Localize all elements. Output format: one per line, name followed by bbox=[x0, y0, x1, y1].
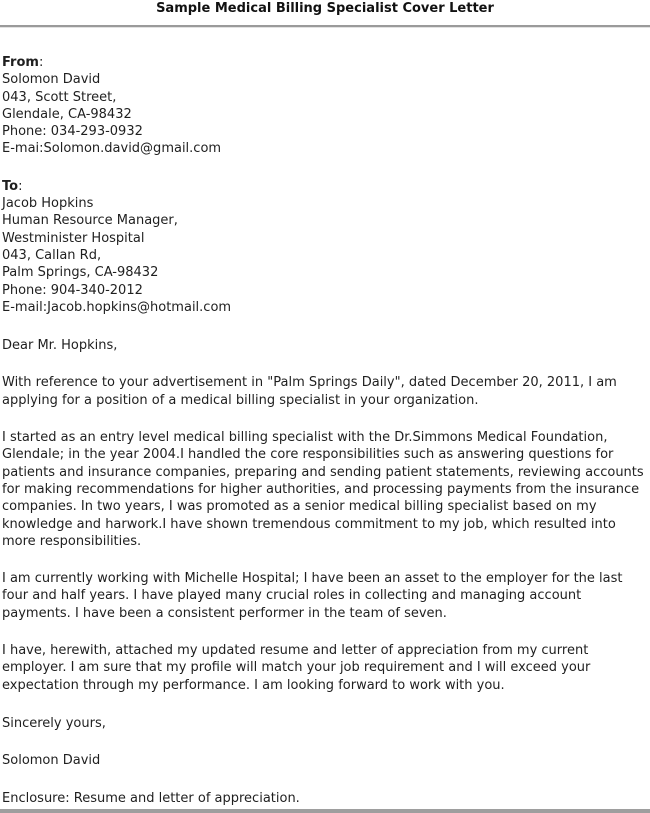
to-label-line bbox=[2, 178, 648, 195]
body-paragraph-3: I am currently working with Michelle Hospital; I have been an asset to the employer for the last four and half years. I have played many crucial roles in collecting and managing account payments. I have been a consistent performer in the team of seven. bbox=[2, 571, 623, 621]
bottom-edge-bar bbox=[0, 809, 650, 813]
signature-name: Solomon David bbox=[2, 753, 101, 769]
to-street: 043, Callan Rd, bbox=[2, 247, 102, 263]
body-paragraph-4: I have, herewith, attached my updated resume and letter of appreciation from my current employer. I am sure that my profile will match your job requirement and I will exceed your expectation through my performance. I am looking forward to work with you. bbox=[2, 643, 591, 693]
from-address-block bbox=[2, 54, 648, 158]
from-email: E-mai:Solomon.david@gmail.com bbox=[2, 141, 222, 157]
to-name: Jacob Hopkins bbox=[2, 196, 94, 212]
from-label-suffix: : bbox=[38, 55, 44, 70]
title-divider bbox=[0, 25, 650, 28]
letter-content bbox=[0, 54, 650, 807]
page-title: Sample Medical Billing Specialist Cover Letter bbox=[156, 1, 494, 16]
body-paragraph-1: With reference to your advertisement in "Palm Springs Daily", dated December 20, 2011, I am applying for a position of a medical billing specialist in your organization. bbox=[2, 375, 617, 408]
to-email: E-mail:Jacob.hopkins@hotmail.com bbox=[2, 299, 232, 315]
from-label-line bbox=[2, 54, 648, 71]
to-address-block bbox=[2, 178, 648, 316]
to-organization: Westminister Hospital bbox=[2, 230, 145, 246]
to-phone: Phone: 904-340-2012 bbox=[2, 282, 143, 298]
from-street: 043, Scott Street, bbox=[2, 89, 117, 105]
from-phone: Phone: 034-293-0932 bbox=[2, 124, 143, 140]
from-name: Solomon David bbox=[2, 72, 101, 88]
to-city: Palm Springs, CA-98432 bbox=[2, 265, 159, 281]
to-label: To bbox=[2, 178, 19, 194]
salutation: Dear Mr. Hopkins, bbox=[2, 338, 118, 354]
enclosure-note: Enclosure: Resume and letter of appreciation. bbox=[2, 790, 300, 806]
to-job-title: Human Resource Manager, bbox=[2, 213, 178, 229]
valediction: Sincerely yours, bbox=[2, 715, 106, 731]
to-label-suffix: : bbox=[18, 178, 23, 194]
from-city: Glendale, CA-98432 bbox=[2, 106, 132, 122]
body-paragraph-2: I started as an entry level medical billing specialist with the Dr.Simmons Medical Foundation, Glendale; in the year 2004.I handled the core responsibilities such as answering questions for patients and insurance companies, preparing and sending patient statements, reviewing accounts for making recommendations for higher authorities, and processing payments from the insurance companies. In two years, I was promoted as a senior medical billing specialist based on my knowledge and harwork.I have shown tremendous commitment to my job, which resulted into more responsibilities. bbox=[2, 430, 644, 549]
from-label: From bbox=[2, 55, 39, 70]
